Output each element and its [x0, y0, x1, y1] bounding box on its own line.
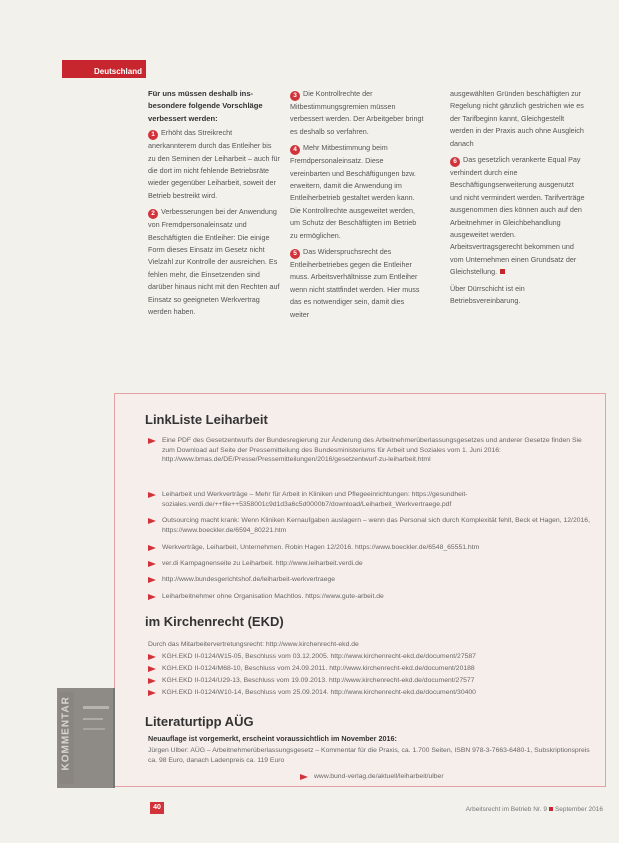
article-lead: Für uns müssen deshalb ins-besondere folgende Vorschläge verbessert werden:: [148, 89, 263, 123]
article-column-2: [290, 88, 424, 325]
column-3-intro: ausgewählten Gründen beschäftigten zur Regelung nicht gänzlich gestrichen wie es der Tarifbeginn kannt, Gleichgestellt werden in der Praxis auch ohne Ausgleich danach: [450, 89, 584, 148]
arrow-icon: [148, 438, 156, 444]
link-text: KGH.EKD II-0124/U29-13, Beschluss vom 19.09.2013. http://www.kirchenrecht-ekd.de/document/27577: [162, 677, 475, 684]
point-text: Erhöht das Streikrecht anerkannterem durch das Entleiher bis zu den Seminen der Leiharbeit – auch für die dort im nicht fehlende Betriebsräte wieder gegenüber Leiharbeit, soweit der Betrieb bestreikt wird.: [148, 128, 280, 200]
number-badge: 1: [148, 130, 158, 140]
list-item: [148, 206, 281, 318]
point-text: Das Widerspruchsrecht des Entleiherbetriebes gegen die Entleiher muss. Arbeitsverhältnisse zum Entleiher wenn nicht stattfindet werden. Hier muss das es notwendiger sein, damit dies weiter: [290, 247, 420, 319]
arrow-icon: [148, 594, 156, 600]
book-title: KOMMENTAR: [60, 696, 72, 771]
linklist-title: LinkListe Leiharbeit: [145, 412, 268, 427]
kirchenrecht-title: im Kirchenrecht (EKD): [145, 614, 284, 629]
point-text: Verbesserungen bei der Anwendung von Fremdpersonaleinsatz und Beschäftigten die Entleiher: Die einige Form dieses Einsatz im Gesetz nicht Vielzahl zur Kontrolle der ausreichen. Es fehlen mehr, die Einsetzenden sind darüber hinaus nicht mit den Rechten auf Einsatz so geeigneten Werkvertrag werden haben.: [148, 207, 280, 317]
article-column-3: [450, 88, 585, 312]
link-text: KGH.EKD II-0124/M68-10, Beschluss vom 24.09.2011. http://www.kirchenrecht-ekd.de/document/20188: [162, 665, 475, 672]
kirchenrecht-intro: Durch das Mitarbeitervertretungsrecht: http://www.kirchenrecht-ekd.de: [148, 641, 359, 648]
arrow-icon: [148, 577, 156, 583]
list-item: [148, 127, 281, 202]
arrow-icon: [148, 654, 156, 660]
number-badge: 2: [148, 209, 158, 219]
list-item: [450, 154, 585, 279]
arrow-icon: [148, 561, 156, 567]
arrow-icon: [148, 678, 156, 684]
footer-info: [466, 806, 603, 813]
book-cover-image: [57, 688, 115, 788]
literatur-body: Jürgen Ulber: AÜG – Arbeitnehmerüberlassungsgesetz – Kommentar für die Praxis, ca. 1.700 Seiten, ISBN 978-3-7663-6480-1, Subskriptionspreis ca. 98 Euro, danach Ladenpreis ca. 119 Euro: [148, 747, 590, 764]
point-text: Die Kontrollrechte der Mitbestimmungsgremien müssen verbessert werden. Der Arbeitgeber bringt es deshalb so verfahren.: [290, 89, 424, 136]
link-text: ver.di Kampagnenseite zu Leiharbeit. http://www.leiharbeit.verdi.de: [162, 560, 363, 567]
link-text: Outsourcing macht krank: Wenn Kliniken Kernaufgaben auslagern – wenn das Personal sich durch Komplexität fehlt, Beck et Hagen, 12/2016, https://www.boeckler.de/6594_80221.htm: [162, 517, 590, 534]
book-decoration: [83, 706, 109, 709]
link-item[interactable]: [148, 592, 594, 602]
literatur-title: Literaturtipp AÜG: [145, 714, 254, 729]
link-item[interactable]: [148, 436, 594, 465]
section-tag: [62, 60, 146, 78]
book-decoration: [83, 718, 103, 720]
link-item[interactable]: [148, 676, 594, 686]
point-text: Das gesetzlich verankerte Equal Pay verhindert durch eine Beschäftigungserweiterung ausgenutzt und nicht vermindert werden. Tarifverträge ausgenommen dies können auch auf den Arbeitnehmer in Gleichbehandlung ausgeweitet werden. Arbeitsvertragsgerecht bekommen und vom Unternehmen einen Grundsatz der Gleichstellung.: [450, 155, 585, 277]
section-label: Deutschland: [93, 67, 142, 76]
page-number: 40: [150, 802, 164, 814]
list-item: [290, 246, 424, 321]
article-column-1: [148, 88, 281, 323]
number-badge: 6: [450, 157, 460, 167]
link-item[interactable]: [148, 664, 594, 674]
link-item[interactable]: [148, 575, 594, 585]
link-text: Werkverträge, Leiharbeit, Unternehmen. Robin Hagen 12/2016. https://www.boeckler.de/6548_65551.htm: [162, 544, 480, 551]
link-text: KGH.EKD II-0124/W15-05, Beschluss vom 03.12.2005. http://www.kirchenrecht-ekd.de/document/27587: [162, 653, 476, 660]
arrow-icon: [148, 690, 156, 696]
number-badge: 4: [290, 145, 300, 155]
article-closing: Über Dürrschicht ist ein Betriebsvereinbarung.: [450, 283, 525, 306]
link-item[interactable]: [148, 559, 594, 569]
link-text: Eine PDF des Gesetzentwurfs der Bundesregierung zur Änderung des Arbeitnehmerüberlassungsgesetzes und anderer Gesetze finden Sie zum Download auf Seite der Pressemitteilung des Bundesministeriums für Arbeit und Soziales vom 1. Juni 2016: http://www.bmas.de/DE/Presse/Pressemitteilungen/2016/gesetzentwurf-zu-leiharbeit.html: [162, 437, 582, 464]
end-mark-icon: [500, 269, 505, 274]
link-text: http://www.bundesgerichtshof.de/leiharbeit-werkvertraege: [162, 576, 336, 583]
arrow-icon: [148, 518, 156, 524]
arrow-icon: [148, 666, 156, 672]
arrow-icon: [148, 492, 156, 498]
number-badge: 3: [290, 91, 300, 101]
link-item[interactable]: [148, 516, 594, 535]
literatur-link[interactable]: [300, 772, 590, 782]
point-text: Mehr Mitbestimmung beim Fremdpersonaleinsatz. Diese vereinbarten und Beschäftigungen bzw. erweitern, damit die Anwendung im Entleiherbetrieb gestaltet werden kann. Die Kontrollrechte ausgeweitet werden, um Schutz der Beschäftigten im Betrieb zu ermöglichen.: [290, 143, 417, 240]
link-item[interactable]: [148, 543, 594, 553]
arrow-icon: [300, 774, 308, 780]
link-text: Leiharbeitnehmer ohne Organisation Machtlos. https://www.gute-arbeit.de: [162, 593, 384, 600]
link-text: www.bund-verlag.de/aktuell/leiharbeit/ulber: [314, 773, 444, 780]
literatur-subtitle: Neuauflage ist vorgemerkt, erscheint voraussichtlich im November 2016:: [148, 734, 397, 743]
book-decoration: [83, 728, 105, 730]
list-item: [290, 142, 424, 242]
link-item[interactable]: [148, 490, 594, 509]
link-item[interactable]: [148, 652, 594, 662]
arrow-icon: [148, 545, 156, 551]
link-text: KGH.EKD II-0124/W10-14, Beschluss vom 25.09.2014. http://www.kirchenrecht-ekd.de/document/30400: [162, 689, 476, 696]
link-item[interactable]: [148, 688, 594, 698]
footer-date: September 2016: [554, 806, 603, 813]
number-badge: 5: [290, 249, 300, 259]
separator-icon: [549, 807, 553, 811]
list-item: [290, 88, 424, 138]
link-text: Leiharbeit und Werkverträge – Mehr für Arbeit in Kliniken und Pflegeeinrichtungen: https://gesundheit-soziales.verdi.de/++file++5358001c9d1d3a6c5d0000b7/download/Leiharbeit_Werkvertraege.pdf: [162, 491, 468, 508]
footer-publication: Arbeitsrecht im Betrieb Nr. 9: [465, 806, 547, 813]
